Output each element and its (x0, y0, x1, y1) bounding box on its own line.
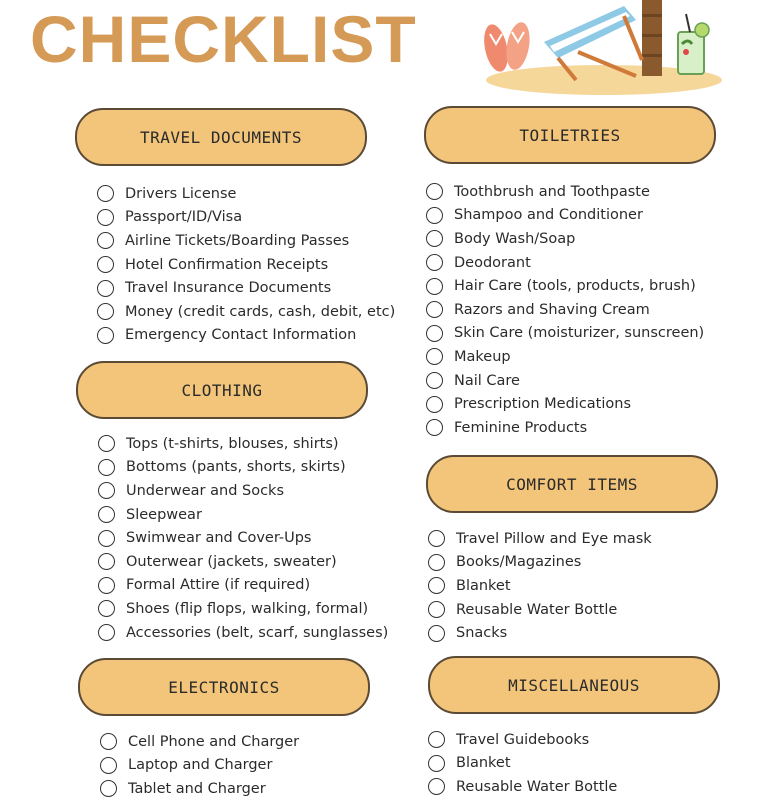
section-header-travel-documents (75, 108, 367, 166)
checkbox-circle[interactable] (428, 731, 445, 748)
checklist-item[interactable] (428, 574, 652, 598)
checklist-item-label: Reusable Water Bottle (456, 778, 618, 795)
checklist-item[interactable] (98, 432, 388, 456)
checkbox-circle[interactable] (426, 396, 443, 413)
checklist-item[interactable] (428, 728, 617, 752)
checklist-item[interactable] (426, 227, 704, 251)
checklist-item-label: Passport/ID/Visa (125, 209, 243, 226)
checklist-item[interactable] (426, 274, 704, 298)
checkbox-circle[interactable] (426, 419, 443, 436)
checklist-item[interactable] (98, 526, 388, 550)
checkbox-circle[interactable] (426, 207, 443, 224)
checklist-item-label: Money (credit cards, cash, debit, etc) (125, 303, 396, 320)
checklist-item-label: Outerwear (jackets, sweater) (126, 553, 337, 570)
checkbox-circle[interactable] (428, 625, 445, 642)
checklist-item[interactable] (98, 456, 388, 480)
checklist-item[interactable] (426, 416, 704, 440)
checklist-electronics (100, 730, 299, 801)
checkbox-circle[interactable] (426, 254, 443, 271)
cocktail-icon (678, 14, 709, 74)
checkbox-circle[interactable] (97, 256, 114, 273)
checkbox-circle[interactable] (426, 372, 443, 389)
checklist-item-label: Drivers License (125, 185, 237, 202)
checkbox-circle[interactable] (428, 755, 445, 772)
checklist-item-label: Razors and Shaving Cream (454, 301, 650, 318)
checklist-comfort-items (428, 527, 652, 645)
checklist-item-label: Laptop and Charger (128, 757, 273, 774)
checklist-item[interactable] (97, 182, 395, 206)
checklist-item[interactable] (97, 229, 395, 253)
checklist-item[interactable] (428, 598, 652, 622)
checklist-item[interactable] (97, 253, 395, 277)
checklist-item[interactable] (426, 204, 704, 228)
checklist-item-label: Tops (t-shirts, blouses, shirts) (126, 435, 339, 452)
checkbox-circle[interactable] (98, 624, 115, 641)
checklist-item-label: Sleepwear (126, 506, 202, 523)
section-header-clothing (76, 361, 368, 419)
checklist-item[interactable] (426, 345, 704, 369)
checklist-item[interactable] (426, 392, 704, 416)
checkbox-circle[interactable] (97, 232, 114, 249)
checklist-item[interactable] (428, 775, 617, 799)
checklist-item-label: Blanket (456, 755, 511, 772)
checklist-item[interactable] (98, 503, 388, 527)
checklist-travel-documents (97, 182, 395, 347)
checklist-item-label: Emergency Contact Information (125, 327, 357, 344)
section-title: TOILETRIES (519, 125, 621, 145)
checklist-item-label: Hair Care (tools, products, brush) (454, 278, 696, 295)
flip-flops-icon (480, 20, 533, 73)
page-title: CHECKLIST (30, 2, 417, 76)
checklist-item-label: Formal Attire (if required) (126, 577, 311, 594)
checkbox-circle[interactable] (426, 325, 443, 342)
checklist-item[interactable] (100, 777, 299, 801)
checklist-item-label: Accessories (belt, scarf, sunglasses) (126, 624, 389, 641)
checkbox-circle[interactable] (98, 459, 115, 476)
checkbox-circle[interactable] (426, 278, 443, 295)
checkbox-circle[interactable] (100, 757, 117, 774)
checklist-item-label: Underwear and Socks (126, 482, 285, 499)
section-header-electronics (78, 658, 370, 716)
checklist-item[interactable] (97, 206, 395, 230)
checklist-item-label: Travel Insurance Documents (125, 280, 332, 297)
checklist-item-label: Books/Magazines (456, 554, 582, 571)
checklist-item[interactable] (426, 298, 704, 322)
checkbox-circle[interactable] (98, 435, 115, 452)
checklist-item[interactable] (97, 276, 395, 300)
beach-illustration (474, 0, 724, 96)
checkbox-circle[interactable] (97, 280, 114, 297)
checklist-item[interactable] (426, 322, 704, 346)
checklist-item-label: Airline Tickets/Boarding Passes (125, 232, 350, 249)
checklist-item-label: Reusable Water Bottle (456, 601, 618, 618)
checkbox-circle[interactable] (100, 780, 117, 797)
checklist-clothing (98, 432, 388, 644)
checklist-item[interactable] (426, 369, 704, 393)
section-header-miscellaneous (428, 656, 720, 714)
checkbox-circle[interactable] (426, 348, 443, 365)
checkbox-circle[interactable] (97, 185, 114, 202)
checkbox-circle[interactable] (426, 230, 443, 247)
section-title: MISCELLANEOUS (508, 675, 640, 695)
checklist-item[interactable] (426, 251, 704, 275)
checkbox-circle[interactable] (98, 553, 115, 570)
checklist-item-label: Body Wash/Soap (454, 230, 576, 247)
checklist-item[interactable] (97, 300, 395, 324)
checklist-item-label: Feminine Products (454, 419, 588, 436)
checklist-item-label: Swimwear and Cover-Ups (126, 530, 312, 547)
checklist-item[interactable] (98, 574, 388, 598)
checkbox-circle[interactable] (98, 530, 115, 547)
checklist-item[interactable] (97, 324, 395, 348)
checklist-item-label: Snacks (456, 625, 508, 642)
checklist-item[interactable] (426, 180, 704, 204)
checklist-item-label: Skin Care (moisturizer, sunscreen) (454, 325, 705, 342)
section-title: COMFORT ITEMS (506, 474, 638, 494)
section-title: CLOTHING (181, 380, 263, 400)
checklist-item[interactable] (98, 621, 388, 645)
checklist-item[interactable] (98, 479, 388, 503)
checkbox-circle[interactable] (98, 600, 115, 617)
checklist-item-label: Makeup (454, 348, 511, 365)
palm-tree-icon (642, 0, 662, 76)
checkbox-circle[interactable] (428, 530, 445, 547)
checklist-item-label: Blanket (456, 577, 511, 594)
checklist-item-label: Travel Pillow and Eye mask (456, 530, 652, 547)
checklist-item[interactable] (428, 551, 652, 575)
section-title: TRAVEL DOCUMENTS (139, 127, 303, 147)
checklist-item-label: Deodorant (454, 254, 531, 271)
checkbox-circle[interactable] (428, 778, 445, 795)
checkbox-circle[interactable] (426, 183, 443, 200)
checklist-item-label: Cell Phone and Charger (128, 733, 300, 750)
checklist-miscellaneous (428, 728, 617, 799)
checklist-item[interactable] (100, 730, 299, 754)
checkbox-circle[interactable] (428, 577, 445, 594)
checklist-item[interactable] (428, 752, 617, 776)
checklist-item[interactable] (100, 754, 299, 778)
checkbox-circle[interactable] (100, 733, 117, 750)
checkbox-circle[interactable] (98, 506, 115, 523)
checklist-item-label: Shampoo and Conditioner (454, 207, 643, 224)
checkbox-circle[interactable] (97, 327, 114, 344)
checkbox-circle[interactable] (98, 482, 115, 499)
checklist-item[interactable] (428, 527, 652, 551)
checkbox-circle[interactable] (428, 601, 445, 618)
checkbox-circle[interactable] (98, 577, 115, 594)
checklist-item-label: Bottoms (pants, shorts, skirts) (126, 459, 346, 476)
checklist-item[interactable] (428, 621, 652, 645)
section-title: ELECTRONICS (168, 677, 280, 697)
checklist-item[interactable] (98, 550, 388, 574)
checkbox-circle[interactable] (97, 303, 114, 320)
checklist-item-label: Prescription Medications (454, 396, 632, 413)
checkbox-circle[interactable] (97, 209, 114, 226)
checklist-item-label: Toothbrush and Toothpaste (454, 183, 650, 200)
checklist-item-label: Travel Guidebooks (456, 731, 590, 748)
checklist-item-label: Hotel Confirmation Receipts (125, 256, 329, 273)
checkbox-circle[interactable] (428, 554, 445, 571)
checklist-item-label: Tablet and Charger (128, 780, 266, 797)
checklist-item-label: Shoes (flip flops, walking, formal) (126, 600, 369, 617)
section-header-toiletries (424, 106, 716, 164)
checklist-item[interactable] (98, 597, 388, 621)
section-header-comfort-items (426, 455, 718, 513)
checklist-item-label: Nail Care (454, 372, 520, 389)
checkbox-circle[interactable] (426, 301, 443, 318)
checklist-toiletries (426, 180, 704, 440)
